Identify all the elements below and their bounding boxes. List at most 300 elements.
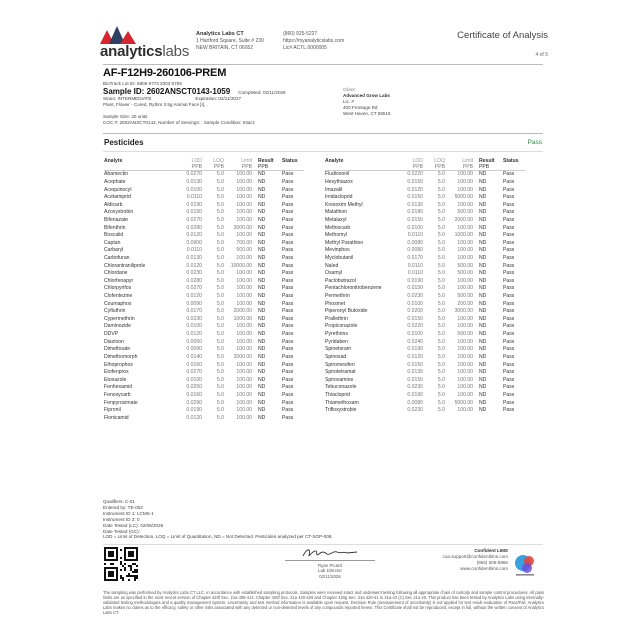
cell-loq: 5.0: [437, 209, 445, 216]
cell-lod: 0.0130: [186, 178, 202, 185]
cell-result: ND: [258, 247, 266, 254]
cell-status: Pass: [282, 209, 294, 216]
header-divider: [103, 64, 543, 65]
cell-limit: 2000.00: [454, 216, 473, 223]
cell-lod: 0.0220: [407, 171, 423, 178]
cell-status: Pass: [503, 300, 515, 307]
cell-status: Pass: [503, 186, 515, 193]
column-header-lod: LOD: [412, 157, 423, 164]
lab-license: Lic# ACTL.0000005: [283, 45, 327, 51]
cell-status: Pass: [282, 384, 294, 391]
client-license: Lic. #: [343, 99, 354, 104]
table-row: [325, 277, 525, 285]
cell-status: Pass: [503, 171, 515, 178]
cell-limit: 100.00: [236, 270, 252, 277]
cell-result: ND: [258, 232, 266, 239]
table-row: [104, 414, 304, 422]
cell-analyte: Acequinocyl: [104, 186, 132, 193]
entered-by: Entered by: TE-002: [103, 504, 143, 510]
coc-info: COC #: 2602ANSCT0143, Number of Servings: ; Sample Condition: Intact;: [103, 120, 256, 125]
cell-analyte: Fenpyroximate: [104, 399, 138, 406]
cell-lod: 0.0150: [407, 194, 423, 201]
cell-lod: 0.0110: [407, 270, 423, 277]
cell-loq: 5.0: [437, 338, 445, 345]
cell-analyte: Hexythiazox: [325, 178, 353, 185]
expiration-date: Expiration: 02/11/2027: [195, 96, 242, 101]
cell-result: ND: [479, 201, 487, 208]
cell-loq: 5.0: [216, 315, 224, 322]
cell-lod: 0.0250: [186, 384, 202, 391]
cell-status: Pass: [282, 216, 294, 223]
lab-phone: (860) 925-5227: [283, 31, 318, 37]
cell-limit: 100.00: [457, 285, 473, 292]
column-header-lod: LOD: [191, 157, 202, 164]
cell-status: Pass: [282, 232, 294, 239]
lims-website[interactable]: www.confidentlims.com: [460, 566, 508, 571]
cell-analyte: DDVP: [104, 331, 119, 338]
cell-loq: 5.0: [216, 346, 224, 353]
cell-result: ND: [258, 300, 266, 307]
cell-limit: 100.00: [236, 178, 252, 185]
cell-limit: 100.00: [236, 171, 252, 178]
cell-loq: 5.0: [216, 323, 224, 330]
cell-result: ND: [258, 369, 266, 376]
table-row: [104, 186, 304, 194]
cell-loq: 5.0: [437, 255, 445, 261]
cell-lod: 0.0120: [407, 186, 423, 193]
table-row: [104, 247, 304, 255]
cell-loq: 5.0: [437, 353, 445, 360]
cell-limit: 100.00: [457, 186, 473, 193]
table-row: [325, 307, 525, 315]
cell-loq: 5.0: [216, 171, 224, 178]
client-name: Advanced Grow Labs: [343, 93, 390, 98]
cell-analyte: Fenhexamid: [104, 384, 133, 391]
cell-analyte: Paclobutrazol: [325, 277, 356, 284]
cell-analyte: Fludioxonil: [325, 171, 350, 178]
lims-email[interactable]: coa.support@confidentlims.com: [442, 554, 508, 559]
cell-loq: 5.0: [437, 407, 445, 414]
cell-analyte: Naled: [325, 262, 339, 269]
table-row: [325, 330, 525, 338]
column-header-status: Status: [503, 157, 519, 164]
column-header-limit: Limit: [241, 157, 252, 164]
sample-size: Sample Size: 20 units: [103, 114, 148, 119]
cell-loq: 5.0: [437, 285, 445, 292]
cell-status: Pass: [282, 194, 294, 201]
unit-loq: PPB: [434, 163, 445, 170]
strain: Strain: INTERMEDIATE: [103, 96, 152, 101]
unit-limit: PPB: [241, 163, 252, 170]
cell-result: ND: [479, 300, 487, 307]
signatory-title: Lab Director: [318, 568, 342, 574]
cell-result: ND: [479, 361, 487, 368]
table-row: [325, 399, 525, 407]
cell-limit: 500.00: [457, 262, 473, 269]
cell-status: Pass: [503, 384, 515, 391]
lims-name: Confident LIMS: [474, 548, 508, 553]
table-row: [325, 193, 525, 201]
cell-limit: 100.00: [236, 255, 252, 261]
table-row: [104, 368, 304, 376]
cell-result: ND: [258, 216, 266, 223]
cell-lod: 0.0290: [186, 399, 202, 406]
sample-main-id: AF-F12H9-260106-PREM: [103, 67, 227, 79]
cell-analyte: Thiacloprid: [325, 391, 350, 398]
cell-result: ND: [258, 186, 266, 193]
cell-analyte: Phosmet: [325, 300, 346, 307]
cell-loq: 5.0: [216, 331, 224, 338]
table-row: [325, 239, 525, 247]
cell-result: ND: [479, 224, 487, 231]
lims-phone: (866) 506-5866: [476, 560, 508, 565]
cell-limit: 100.00: [236, 201, 252, 208]
cell-loq: 5.0: [216, 414, 224, 421]
cell-result: ND: [258, 277, 266, 284]
cell-analyte: Fenoxycarb: [104, 391, 131, 398]
table-row: [325, 285, 525, 293]
cell-lod: 0.0220: [407, 323, 423, 330]
signature-date: 02/11/2026: [319, 573, 341, 579]
cell-status: Pass: [503, 255, 515, 261]
cell-analyte: Spinosad: [325, 353, 347, 360]
cell-analyte: Flonicamid: [104, 414, 129, 421]
table-row: [325, 186, 525, 194]
cell-lod: 0.0190: [407, 277, 423, 284]
cell-loq: 5.0: [437, 178, 445, 185]
cell-status: Pass: [282, 315, 294, 322]
cell-loq: 5.0: [437, 194, 445, 201]
pesticides-table-right: [325, 157, 525, 414]
cell-analyte: Carbaryl: [104, 247, 124, 254]
cell-limit: 100.00: [236, 277, 252, 284]
cell-analyte: Carbofuran: [104, 255, 130, 261]
cell-status: Pass: [282, 201, 294, 208]
table-row: [325, 361, 525, 369]
table-row: [104, 391, 304, 399]
cell-status: Pass: [503, 262, 515, 269]
logo-mountains-icon: [100, 26, 140, 44]
cell-analyte: Daminozide: [104, 323, 131, 330]
cell-limit: 500.00: [457, 209, 473, 216]
cell-status: Pass: [282, 323, 294, 330]
cell-limit: 100.00: [236, 209, 252, 216]
cell-limit: 100.00: [457, 315, 473, 322]
cell-analyte: Dimethoate: [104, 346, 131, 353]
cell-analyte: Etofenprox: [104, 369, 129, 376]
cell-status: Pass: [282, 247, 294, 254]
cell-status: Pass: [503, 369, 515, 376]
lab-website[interactable]: https://myanalyticslabs.com: [283, 38, 345, 44]
cell-lod: 0.0150: [407, 376, 423, 383]
cell-loq: 5.0: [437, 201, 445, 208]
cell-loq: 5.0: [216, 201, 224, 208]
cell-result: ND: [258, 194, 266, 201]
signatory-info: [285, 563, 375, 579]
cell-analyte: Acetamiprid: [104, 194, 131, 201]
cell-result: ND: [258, 209, 266, 216]
cell-limit: 100.00: [236, 293, 252, 300]
table-row: [104, 216, 304, 224]
cell-limit: 100.00: [236, 346, 252, 353]
cell-loq: 5.0: [437, 300, 445, 307]
cell-loq: 5.0: [216, 338, 224, 345]
cell-lod: 0.0130: [407, 369, 423, 376]
cell-loq: 5.0: [437, 399, 445, 406]
cell-loq: 5.0: [437, 376, 445, 383]
table-row: [104, 323, 304, 331]
table-row: [104, 353, 304, 361]
table-row: [104, 361, 304, 369]
cell-loq: 5.0: [437, 270, 445, 277]
unit-lod: PPB: [191, 163, 202, 170]
table-row: [104, 178, 304, 186]
cell-limit: 500.00: [457, 293, 473, 300]
lab-info: [196, 31, 264, 52]
cell-lod: 0.0120: [407, 353, 423, 360]
cell-result: ND: [479, 232, 487, 239]
cell-analyte: Methyl Parathion: [325, 239, 364, 246]
cell-status: Pass: [503, 315, 515, 322]
cell-lod: 0.0100: [186, 376, 202, 383]
table-row: [104, 346, 304, 354]
logo-text-part2: labs: [162, 43, 190, 60]
cell-result: ND: [479, 270, 487, 277]
cell-limit: 100.00: [457, 277, 473, 284]
cell-lod: 0.0110: [186, 194, 202, 201]
cell-analyte: Boscalid: [104, 232, 124, 239]
cell-limit: 100.00: [236, 300, 252, 307]
cell-lod: 0.0180: [407, 209, 423, 216]
cell-status: Pass: [282, 300, 294, 307]
table-row: [325, 323, 525, 331]
cell-status: Pass: [503, 178, 515, 185]
unit-result: PPB: [258, 163, 269, 170]
cell-lod: 0.0200: [407, 308, 423, 315]
cell-loq: 5.0: [216, 308, 224, 315]
table-row: [325, 201, 525, 209]
cell-result: ND: [258, 178, 266, 185]
cell-limit: 100.00: [457, 346, 473, 353]
cell-limit: 100.00: [236, 323, 252, 330]
table-row: [104, 193, 304, 201]
cell-lod: 0.0080: [407, 239, 423, 246]
cell-limit: 100.00: [236, 331, 252, 338]
cell-limit: 100.00: [457, 171, 473, 178]
cell-loq: 5.0: [437, 171, 445, 178]
cell-limit: 100.00: [457, 384, 473, 391]
cell-status: Pass: [503, 308, 515, 315]
table-row: [104, 209, 304, 217]
confident-lims-logo-icon: [512, 552, 538, 578]
cell-status: Pass: [503, 216, 515, 223]
cell-lod: 0.0150: [407, 285, 423, 292]
cell-status: Pass: [503, 361, 515, 368]
cell-status: Pass: [503, 201, 515, 208]
section-status-badge: Pass: [527, 139, 542, 146]
signatory-name: Ryan Picard: [318, 563, 342, 568]
cell-limit: 100.00: [457, 224, 473, 231]
cell-analyte: Prallethrin: [325, 315, 348, 322]
cell-lod: 0.0120: [186, 331, 202, 338]
cell-analyte: Methomyl: [325, 232, 348, 239]
cell-loq: 5.0: [216, 194, 224, 201]
cell-lod: 0.0100: [407, 331, 423, 338]
cell-loq: 5.0: [216, 186, 224, 193]
cell-limit: 100.00: [457, 369, 473, 376]
cell-analyte: Acephate: [104, 178, 126, 185]
cell-analyte: Methiocarb: [325, 224, 351, 231]
table-row: [325, 269, 525, 277]
cell-analyte: Imidacloprid: [325, 194, 353, 201]
document-title: Certificate of Analysis: [457, 30, 548, 41]
cell-status: Pass: [282, 178, 294, 185]
cell-result: ND: [479, 308, 487, 315]
table-row: [104, 292, 304, 300]
cell-lod: 0.0120: [186, 414, 202, 421]
cell-lod: 0.0270: [186, 216, 202, 223]
cell-result: ND: [258, 346, 266, 353]
cell-result: ND: [258, 323, 266, 330]
qualifiers: [103, 499, 333, 540]
table-row: [104, 399, 304, 407]
cell-analyte: Fipronil: [104, 407, 121, 414]
cell-loq: 5.0: [216, 209, 224, 216]
cell-lod: 0.0230: [407, 384, 423, 391]
table-row: [325, 406, 525, 414]
page-number: 4 of 5: [535, 52, 548, 58]
cell-result: ND: [258, 331, 266, 338]
cell-loq: 5.0: [216, 216, 224, 223]
cell-loq: 5.0: [216, 239, 224, 246]
table-row: [104, 315, 304, 323]
cell-result: ND: [479, 171, 487, 178]
cell-limit: 100.00: [457, 407, 473, 414]
cell-result: ND: [479, 186, 487, 193]
cell-analyte: Cyfluthrin: [104, 308, 126, 315]
cell-status: Pass: [282, 293, 294, 300]
cell-analyte: Spiroxamine: [325, 376, 354, 383]
cell-result: ND: [479, 338, 487, 345]
column-header-loq: LOQ: [213, 157, 224, 164]
cell-result: ND: [258, 414, 266, 421]
section-divider: [103, 133, 543, 134]
cell-loq: 5.0: [216, 270, 224, 277]
cell-limit: 5000.00: [454, 399, 473, 406]
cell-result: ND: [479, 247, 487, 254]
column-header-result: Result: [479, 157, 495, 164]
qr-code-icon[interactable]: [104, 547, 138, 581]
cell-analyte: Tebuconazole: [325, 384, 357, 391]
cell-analyte: Chlorfenapyr: [104, 277, 134, 284]
cell-lod: 0.0190: [407, 346, 423, 353]
cell-status: Pass: [282, 239, 294, 246]
cell-lod: 0.0110: [407, 232, 423, 239]
cell-limit: 700.00: [236, 239, 252, 246]
cell-limit: 200.00: [457, 300, 473, 307]
cell-lod: 0.0080: [407, 247, 423, 254]
table-row: [104, 330, 304, 338]
cell-lod: 0.0050: [186, 338, 202, 345]
cell-loq: 5.0: [216, 361, 224, 368]
table-row: [325, 247, 525, 255]
cell-limit: 100.00: [457, 247, 473, 254]
cell-result: ND: [479, 262, 487, 269]
cell-result: ND: [479, 346, 487, 353]
cell-lod: 0.0240: [407, 338, 423, 345]
cell-loq: 5.0: [216, 293, 224, 300]
cell-analyte: Mevinphos: [325, 247, 350, 254]
cell-limit: 100.00: [236, 414, 252, 421]
table-row: [104, 384, 304, 392]
table-row: [104, 338, 304, 346]
cell-result: ND: [258, 353, 266, 360]
cell-loq: 5.0: [437, 384, 445, 391]
unit-loq: PPB: [213, 163, 224, 170]
cell-result: ND: [479, 391, 487, 398]
client-info: [343, 87, 391, 117]
cell-result: ND: [258, 391, 266, 398]
signature-block: [285, 546, 375, 586]
cell-loq: 5.0: [437, 224, 445, 231]
cell-lod: 0.0230: [407, 293, 423, 300]
cell-lod: 0.0280: [186, 224, 202, 231]
cell-analyte: Myclobutanil: [325, 255, 354, 261]
cell-result: ND: [479, 255, 487, 261]
column-header-analyte: Analyte: [325, 157, 344, 164]
cell-analyte: Spirotetramat: [325, 369, 356, 376]
cell-lod: 0.0120: [186, 293, 202, 300]
cell-limit: 100.00: [236, 216, 252, 223]
cell-analyte: Malathion: [325, 209, 348, 216]
cell-lod: 0.0130: [186, 255, 202, 261]
cell-status: Pass: [282, 369, 294, 376]
section-title-divider: [103, 151, 543, 152]
cell-limit: 1000.00: [233, 315, 252, 322]
cell-loq: 5.0: [216, 353, 224, 360]
cell-status: Pass: [503, 232, 515, 239]
cell-analyte: Clofentezine: [104, 293, 133, 300]
cell-analyte: Spinetoram: [325, 346, 352, 353]
cell-loq: 5.0: [216, 376, 224, 383]
cell-lod: 0.0900: [186, 239, 202, 246]
cell-loq: 5.0: [437, 262, 445, 269]
cell-limit: 100.00: [236, 384, 252, 391]
cell-lod: 0.0170: [407, 255, 423, 261]
cell-status: Pass: [503, 407, 515, 414]
cell-limit: 100.00: [457, 338, 473, 345]
cell-analyte: Oxamyl: [325, 270, 343, 277]
cell-result: ND: [479, 209, 487, 216]
cell-analyte: Bifenazate: [104, 216, 129, 223]
instrument-id-1: Instrument ID 1: LCMS-1: [103, 510, 154, 516]
cell-result: ND: [479, 285, 487, 292]
cell-analyte: Ethoprophos: [104, 361, 133, 368]
cell-limit: 100.00: [457, 178, 473, 185]
cell-analyte: Coumaphos: [104, 300, 132, 307]
cell-result: ND: [479, 216, 487, 223]
cell-loq: 5.0: [437, 315, 445, 322]
cell-analyte: Imazalil: [325, 186, 343, 193]
client-address-2: West Haven, CT 06516: [343, 111, 391, 116]
cell-limit: 3000.00: [233, 224, 252, 231]
cell-result: ND: [258, 171, 266, 178]
cell-lod: 0.0280: [186, 277, 202, 284]
cell-loq: 5.0: [216, 247, 224, 254]
column-header-analyte: Analyte: [104, 157, 123, 164]
table-row: [325, 178, 525, 186]
cell-analyte: Spiromesifen: [325, 361, 355, 368]
